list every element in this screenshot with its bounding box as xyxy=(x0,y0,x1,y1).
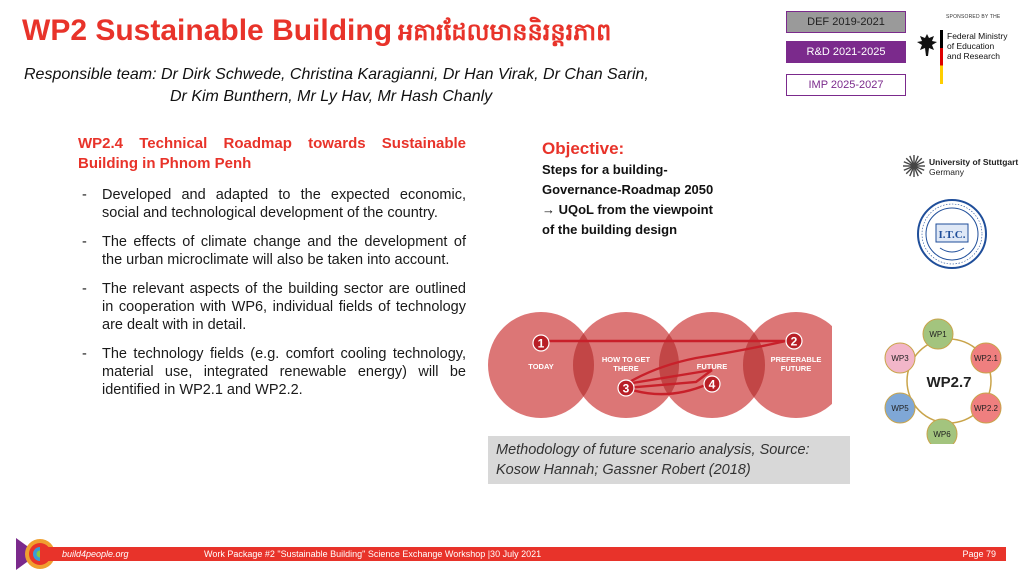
university-country: Germany xyxy=(929,167,964,177)
sponsor-block xyxy=(916,14,1024,61)
phase-def-badge: DEF 2019-2021 xyxy=(786,11,906,33)
svg-text:WP3: WP3 xyxy=(891,354,909,363)
wp24-section xyxy=(78,134,466,410)
footer-site-link[interactable]: build4people.org xyxy=(62,549,129,559)
scenario-step-marker xyxy=(533,335,549,351)
federal-eagle-icon xyxy=(916,32,938,60)
scenario-circle-label: FUTURE xyxy=(696,362,728,371)
german-flag-stripe xyxy=(940,30,943,84)
scenario-circle-label: PREFERABLE FUTURE xyxy=(770,355,822,373)
objective-text: Steps for a building- Governance-Roadmap 2050 → UQoL from the viewpoint of the building design xyxy=(542,162,714,237)
itc-seal-logo xyxy=(906,198,998,270)
svg-text:WP6: WP6 xyxy=(933,430,951,439)
svg-text:4: 4 xyxy=(708,377,716,392)
svg-text:WP2.1: WP2.1 xyxy=(973,354,999,363)
stuttgart-logo-icon xyxy=(903,155,925,177)
svg-text:WP2.2: WP2.2 xyxy=(973,404,999,413)
footer-bar xyxy=(40,547,1006,561)
wp24-heading: WP2.4 Technical Roadmap towards Sustainable Building in Phnom Penh xyxy=(78,135,466,172)
wp27-node xyxy=(971,343,1001,373)
footer-page-number: Page 79 xyxy=(962,549,996,559)
ministry-line-3: and Research xyxy=(947,51,1000,61)
scenario-circle-label: HOW TO GET THERE xyxy=(601,355,651,373)
svg-text:2: 2 xyxy=(790,334,798,349)
bullet-item: - The effects of climate change and the development of the urban microclimate will also be taken into account. xyxy=(78,233,466,269)
scenario-step-marker xyxy=(704,376,720,392)
ministry-name xyxy=(947,31,1007,61)
wp27-node xyxy=(885,343,915,373)
wp27-node xyxy=(885,393,915,423)
objective-title: Objective: xyxy=(542,139,625,158)
svg-text:3: 3 xyxy=(622,381,630,396)
phase-rd-badge: R&D 2021-2025 xyxy=(786,41,906,63)
team-line-1: Responsible team: Dr Dirk Schwede, Christina Karagianni, Dr Han Virak, Dr Chan Sarin, xyxy=(24,66,649,83)
wp27-node xyxy=(971,393,1001,423)
bullet-item: - Developed and adapted to the expected economic, social and technological development of the country. xyxy=(78,186,466,222)
title-khmer: អគារដែលមាននិរន្តរភាព xyxy=(398,18,612,46)
svg-text:WP1: WP1 xyxy=(929,330,947,339)
phase-imp-badge: IMP 2025-2027 xyxy=(786,74,906,96)
slide-title xyxy=(22,14,611,52)
scenario-step-marker xyxy=(618,380,634,396)
future-scenario-diagram xyxy=(486,310,832,420)
sponsor-label: SPONSORED BY THE xyxy=(946,14,1001,20)
ministry-line-1: Federal Ministry xyxy=(947,31,1008,41)
wp27-center-label: WP2.7 xyxy=(926,374,972,391)
svg-text:WP5: WP5 xyxy=(891,404,909,413)
team-line-2: Dr Kim Bunthern, Mr Ly Hav, Mr Hash Chanly xyxy=(170,88,493,105)
university-name xyxy=(929,157,1018,177)
ministry-line-2: of Education xyxy=(947,41,995,51)
title-main: WP2 Sustainable Building xyxy=(22,14,393,47)
bullet-item: - The technology fields (e.g. comfort cooling technology, material use, integrated renewable energy) will be identified in WP2.1 and WP2.2. xyxy=(78,345,466,399)
scenario-step-marker xyxy=(786,333,802,349)
wp24-bullet-list xyxy=(78,186,466,399)
bullet-item: - The relevant aspects of the building sector are outlined in cooperation with WP6, individual fields of technology are dealt with in detail. xyxy=(78,280,466,334)
wp27-node xyxy=(923,319,953,349)
wp27-hub-diagram xyxy=(876,314,1022,444)
footer-event: Work Package #2 "Sustainable Building" Science Exchange Workshop |30 July 2021 xyxy=(204,549,542,559)
responsible-team xyxy=(24,64,649,108)
diagram-caption: Methodology of future scenario analysis, Source: Kosow Hannah; Gassner Robert (2018) xyxy=(488,436,850,484)
university-name-text: University of Stuttgart xyxy=(929,157,1019,167)
objective-block xyxy=(542,138,713,240)
scenario-circle-label: TODAY xyxy=(528,362,554,371)
wp27-node xyxy=(927,419,957,444)
svg-text:1: 1 xyxy=(537,336,545,351)
itc-label: I.T.C. xyxy=(938,229,966,241)
